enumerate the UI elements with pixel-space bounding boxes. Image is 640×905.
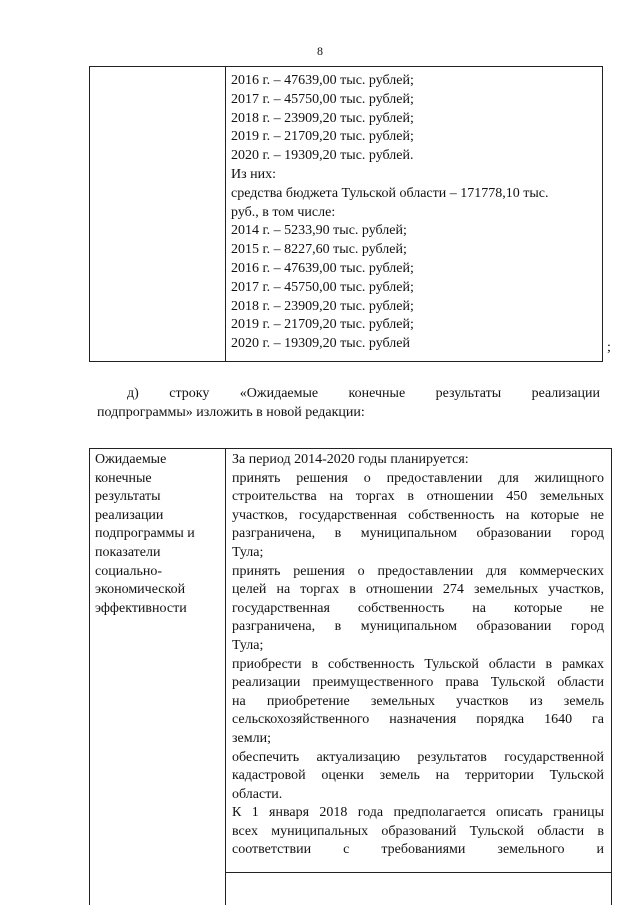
budget-line: 2017 г. – 45750,00 тыс. рублей; (231, 91, 414, 107)
budget-line: 2020 г. – 19309,20 тыс. рублей (231, 336, 410, 352)
paragraph-line: д) строку «Ожидаемые конечные результаты реализации (127, 386, 600, 401)
budget-line: 2016 г. – 47639,00 тыс. рублей; (231, 73, 414, 88)
results-line: кадастровой оценки земель на территории Тульской (232, 768, 604, 784)
results-line: За период 2014-2020 годы планируется: (232, 452, 469, 467)
budget-line: Из них: (231, 166, 277, 182)
results-line: принять решения о предоставлении для жилищного (232, 470, 604, 486)
budget-line: руб., в том числе: (231, 204, 336, 220)
results-table (89, 448, 612, 905)
budget-line: 2014 г. – 5233,90 тыс. рублей; (231, 223, 407, 239)
results-line: приобрести в собственность Тульской области в рамках (232, 656, 604, 672)
row-header-line: экономической (95, 582, 186, 598)
amendment-paragraph (97, 384, 600, 422)
results-line: разграничена, в муниципальном образовании город (232, 526, 604, 542)
results-line: принять решения о предоставлении для коммерческих (232, 563, 604, 579)
row-header-line: показатели (95, 544, 161, 560)
results-line: строительства на торгах в отношении 450 земельных (232, 489, 604, 505)
results-line: участков, государственная собственность на которые не (232, 507, 604, 523)
row-header-line: конечные (95, 470, 152, 486)
results-cell (232, 451, 604, 860)
budget-table-fragment (89, 66, 603, 362)
budget-line: 2017 г. – 45750,00 тыс. рублей; (231, 279, 414, 295)
budget-line: 2020 г. – 19309,20 тыс. рублей. (231, 148, 414, 164)
trailing-semicolon: ; (607, 340, 611, 355)
column-divider (225, 449, 226, 905)
budget-line: 2018 г. – 23909,20 тыс. рублей; (231, 110, 414, 126)
column-divider (225, 67, 226, 361)
row-divider (225, 872, 611, 873)
results-line: Тула; (232, 544, 264, 560)
results-line: реализации преимущественного права Тульской области (232, 675, 604, 691)
results-line: обеспечить актуализацию результатов государственной (232, 749, 604, 765)
budget-line: 2016 г. – 47639,00 тыс. рублей; (231, 260, 414, 276)
results-line: соответствии с требованиями земельного и (232, 842, 604, 858)
budget-line: 2019 г. – 21709,20 тыс. рублей; (231, 317, 414, 333)
results-line: сельскохозяйственного назначения порядка 1640 га (232, 712, 604, 728)
row-header-line: Ожидаемые (95, 452, 167, 467)
results-line: К 1 января 2018 года предполагается описать границы (232, 805, 604, 821)
results-line: на приобретение земельных участков из земель (232, 693, 604, 709)
budget-line: 2015 г. – 8227,60 тыс. рублей; (231, 242, 407, 258)
row-header-line: эффективности (95, 600, 187, 616)
row-header-line: реализации (95, 507, 164, 523)
results-line: разграничена, в муниципальном образовании город (232, 619, 604, 635)
page-number: 8 (317, 44, 323, 58)
budget-line: средства бюджета Тульской области – 171778,10 тыс. (231, 185, 549, 201)
row-header-line: результаты (95, 489, 161, 505)
row-header-line: подпрограммы и (95, 526, 195, 542)
results-line: целей на торгах в отношении 274 земельных участков, (232, 582, 604, 598)
results-line: государственная собственность на которые не (232, 600, 604, 616)
results-line: всех муниципальных образований Тульской области в (232, 823, 604, 839)
results-line: земли; (232, 730, 271, 746)
row-header-cell (95, 451, 221, 618)
budget-line: 2019 г. – 21709,20 тыс. рублей; (231, 129, 414, 145)
budget-line: 2018 г. – 23909,20 тыс. рублей; (231, 298, 414, 314)
results-line: области. (232, 786, 283, 802)
row-header-line: социально- (95, 563, 163, 579)
budget-cell (231, 72, 591, 354)
results-line: Тула; (232, 637, 264, 653)
paragraph-line: подпрограммы» изложить в новой редакции: (97, 405, 365, 420)
